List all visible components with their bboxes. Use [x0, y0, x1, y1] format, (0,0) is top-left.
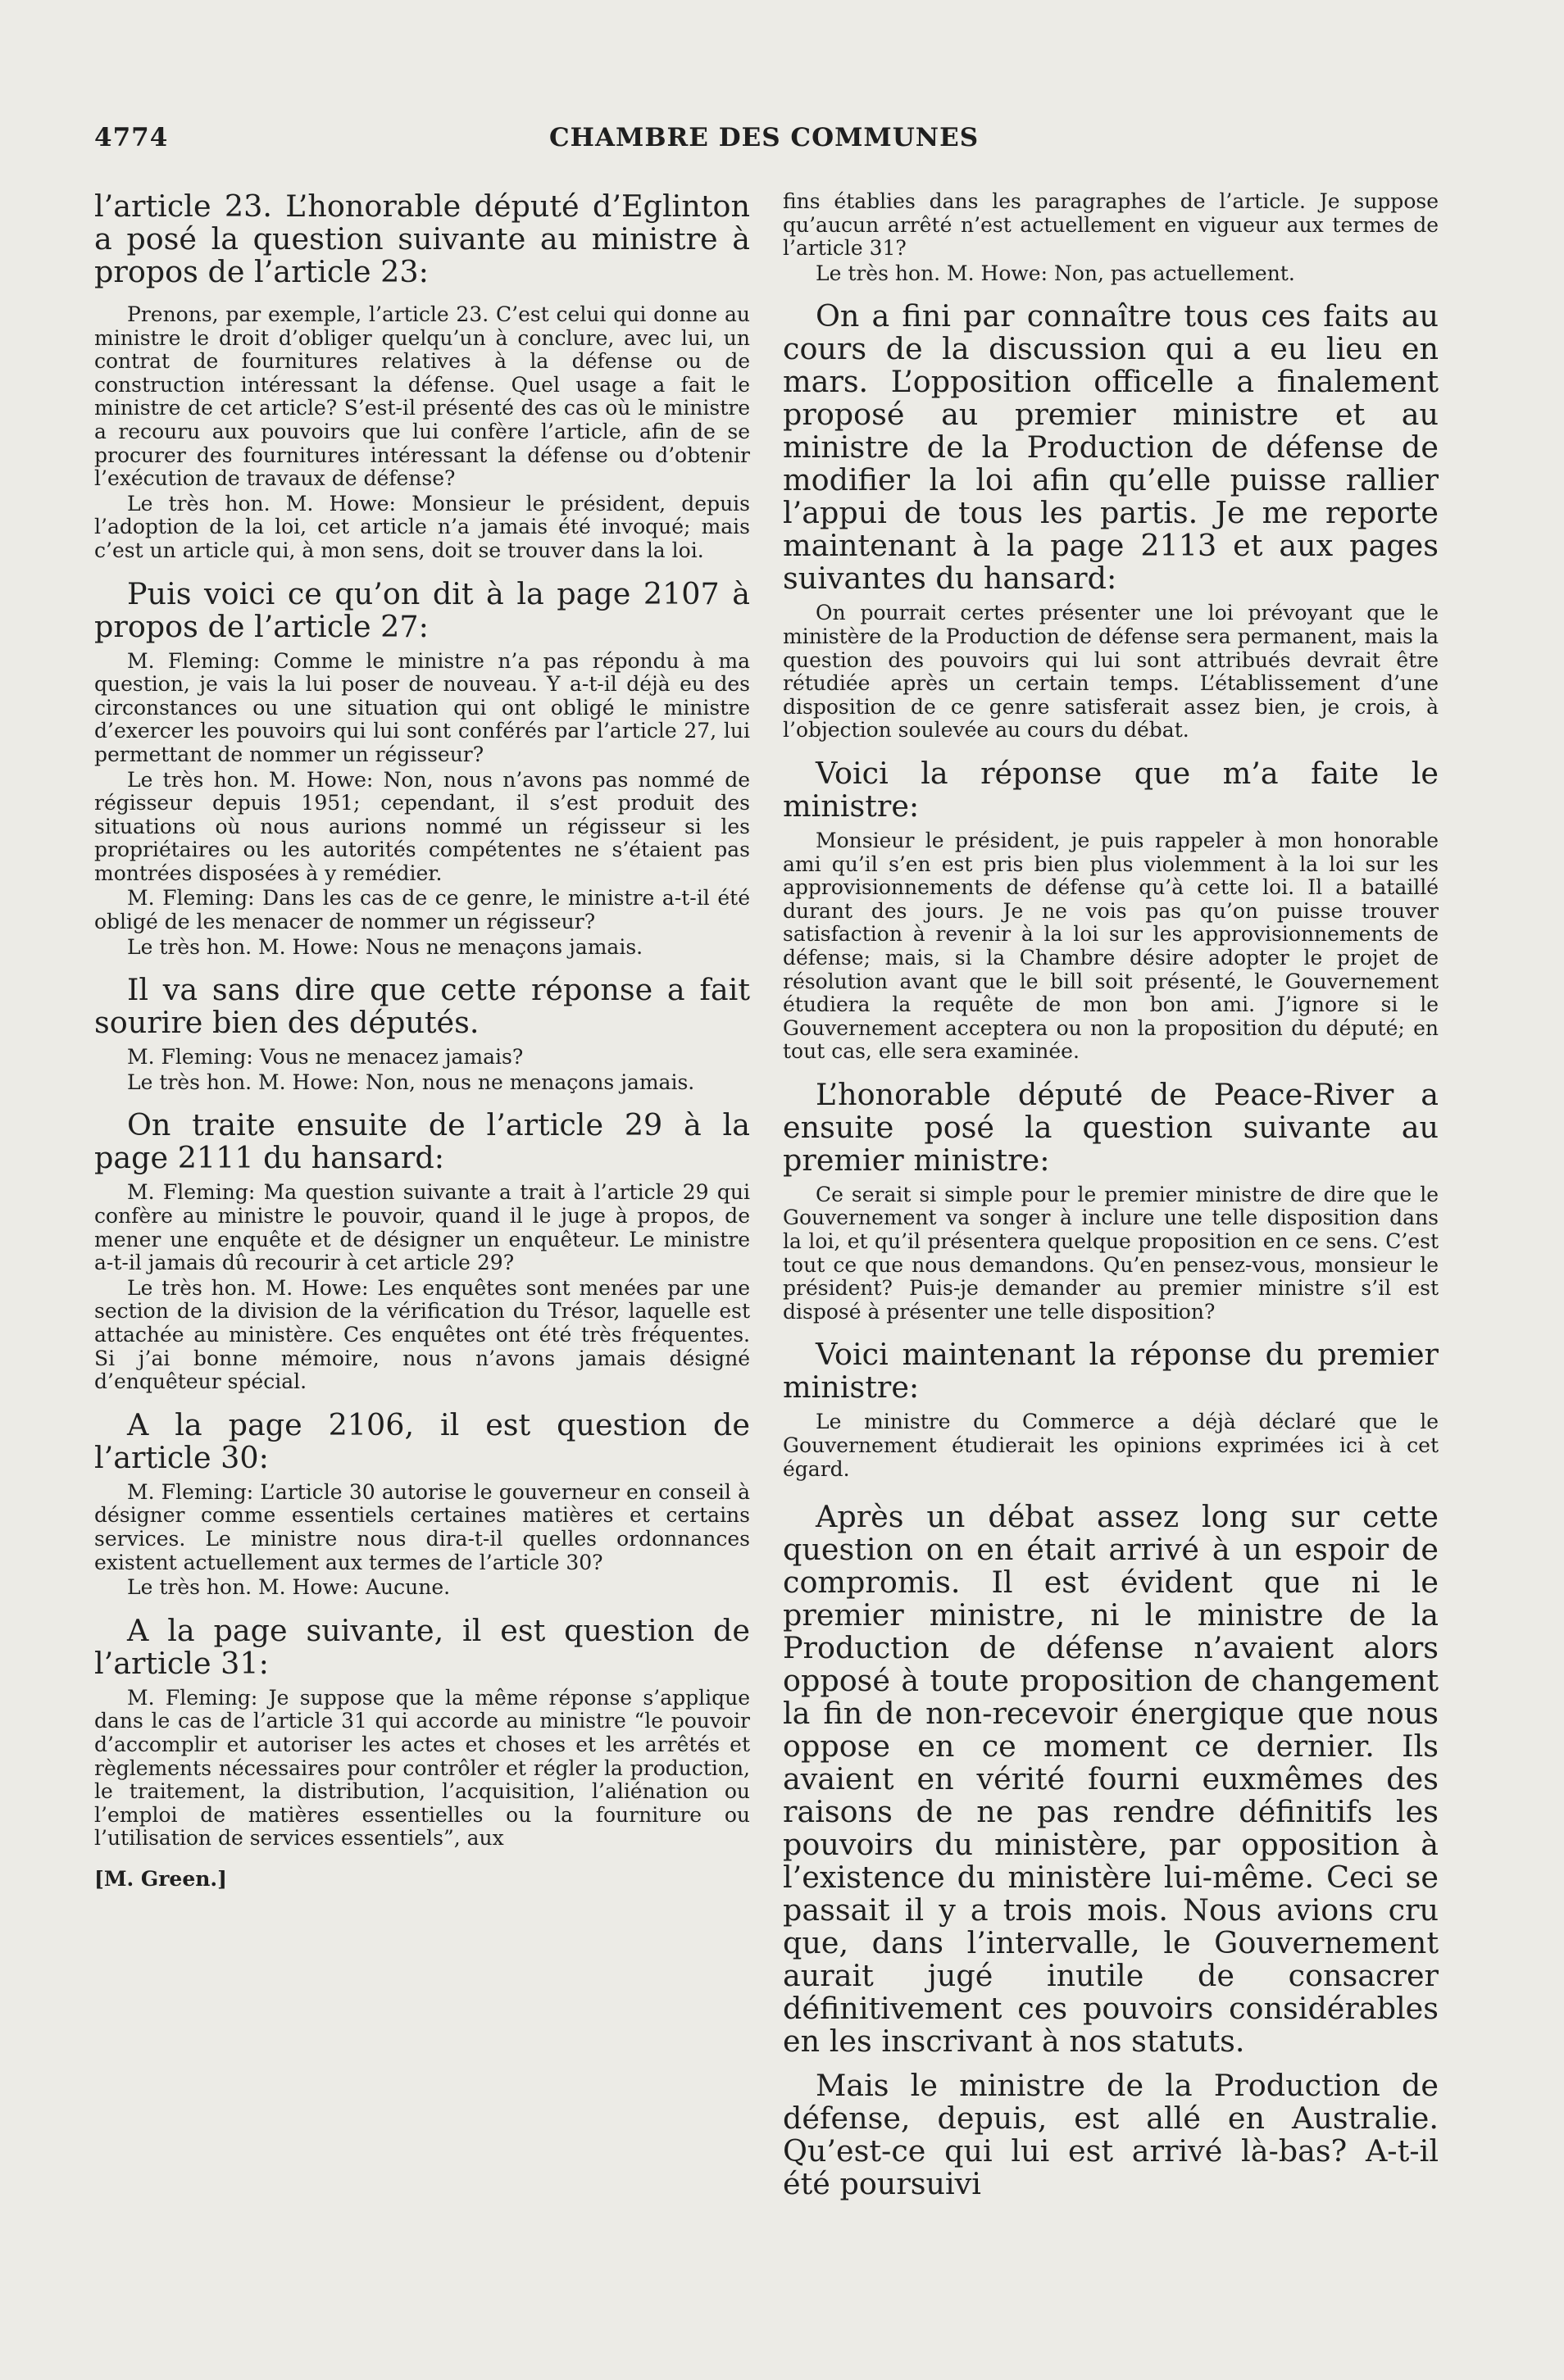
quoted-paragraph: Le très hon. M. Howe: Les enquêtes sont menées par une section de la division de la vérification du Trésor, laquelle est attachée au ministère. Ces enquêtes ont été très fréquentes. Si j’ai bonne mémoire, nous n’avons jamais désigné d’enquêteur spécial.: [94, 1275, 750, 1394]
paragraph: A la page suivante, il est question de l’article 31:: [94, 1612, 750, 1681]
quoted-paragraph: Le très hon. M. Howe: Non, nous ne menaçons jamais.: [127, 1070, 695, 1094]
quoted-paragraph: Le très hon. M. Howe: Non, pas actuellement.: [816, 261, 1295, 285]
quoted-paragraph: Le très hon. M. Howe: Nous ne menaçons jamais.: [127, 934, 643, 959]
left-column: [94, 190, 750, 1891]
paragraph: Voici maintenant la réponse du premier ministre:: [783, 1337, 1439, 1406]
paragraph: Voici la réponse que m’a faite le ministre:: [783, 755, 1439, 824]
running-title: CHAMBRE DES COMMUNES: [549, 123, 980, 152]
quoted-paragraph: On pourrait certes présenter une loi prévoyant que le ministère de la Production de défense sera permanent, mais la question des pouvoirs qui lui sont attribués devrait être rétudiée après un certain temps. L’établissement d’une disposition de ce genre satisferait assez bien, je crois, à l’objection soulevée au cours du débat.: [783, 601, 1439, 743]
speaker-footer: [M. Green.]: [94, 1866, 227, 1891]
quoted-paragraph: fins établies dans les paragraphes de l’article. Je suppose qu’aucun arrêté n’est actuellement en vigueur aux termes de l’article 31?: [783, 189, 1439, 261]
quoted-paragraph: Le ministre du Commerce a déjà déclaré que le Gouvernement étudierait les opinions exprimées ici à cet égard.: [783, 1410, 1439, 1481]
quoted-paragraph: M. Fleming: Comme le ministre n’a pas répondu à ma question, je vais la lui poser de nouveau. Y a-t-il déjà eu des circonstances ou une situation qui ont obligé le ministre d’exercer les pouvoirs qui lui sont conférés par l’article 27, lui permettant de nommer un régisseur?: [94, 648, 750, 766]
paragraph: On traite ensuite de l’article 29 à la page 2111 du hansard:: [94, 1107, 750, 1176]
quoted-paragraph: Ce serait si simple pour le premier ministre de dire que le Gouvernement va songer à inclure une telle disposition dans la loi, et qu’il présentera quelque proposition en ce sens. C’est tout ce que nous demandons. Qu’en pensez-vous, monsieur le président? Puis-je demander au premier ministre s’il est disposé à présenter une telle disposition?: [783, 1182, 1439, 1324]
page-number: 4774: [94, 123, 169, 152]
quoted-paragraph: M. Fleming: Je suppose que la même réponse s’applique dans le cas de l’article 31 qui accorde au ministre “le pouvoir d’accomplir et autoriser les actes et choses et les arrêtés et règlements nécessaires pour contrôler et régler la production, le traitement, la distribution, l’acquisition, l’aliénation ou l’emploi de matières essentielles ou la fourniture ou l’utilisation de services essentiels”, aux: [94, 1685, 750, 1851]
quoted-paragraph: M. Fleming: Dans les cas de ce genre, le ministre a-t-il été obligé de les menacer de nommer un régisseur?: [94, 886, 750, 934]
paragraph: A la page 2106, il est question de l’article 30:: [94, 1406, 750, 1475]
paragraph: On a fini par connaître tous ces faits au cours de la discussion qui a eu lieu en mars. L’opposition officelle a finalement proposé au premier ministre et au ministre de la Production de défense de modifier la loi afin qu’elle puisse rallier l’appui de tous les partis. Je me reporte maintenant à la page 2113 et aux pages suivantes du hansard:: [783, 298, 1439, 597]
right-column: [783, 190, 1439, 2207]
page-header: [94, 123, 990, 164]
quoted-paragraph: Le très hon. M. Howe: Non, nous n’avons pas nommé de régisseur depuis 1951; cependant, il s’est produit des situations où nous aurions nommé un régisseur si les propriétaires ou les autorités compétentes ne s’étaient pas montrées disposées à y remédier.: [94, 767, 750, 885]
paragraph: Mais le ministre de la Production de défense, depuis, est allé en Australie. Qu’est-ce qui lui est arrivé là-bas? A-t-il été poursuivi: [783, 2068, 1439, 2202]
paragraph: Après un débat assez long sur cette question on en était arrivé à un espoir de compromis. Il est évident que ni le premier ministre, ni le ministre de la Production de défense n’avaient alors opposé à toute proposition de changement la fin de non-recevoir énergique que nous oppose en ce moment ce dernier. Ils avaient en vérité fourni euxmêmes des raisons de ne pas rendre définitifs les pouvoirs du ministère, par opposition à l’existence du ministère lui-même. Ceci se passait il y a trois mois. Nous avions cru que, dans l’intervalle, le Gouvernement aurait jugé inutile de consacrer définitivement ces pouvoirs considérables en les inscrivant à nos statuts.: [783, 1499, 1439, 2060]
quoted-paragraph: M. Fleming: Vous ne menacez jamais?: [127, 1045, 524, 1070]
quoted-paragraph: M. Fleming: Ma question suivante a trait à l’article 29 qui confère au ministre le pouvoir, quand il le juge à propos, de mener une enquête et de désigner un enquêteur. Le ministre a-t-il jamais dû recourir à cet article 29?: [94, 1180, 750, 1275]
quoted-paragraph: M. Fleming: L’article 30 autorise le gouverneur en conseil à désigner comme essentiels certaines matières et certains services. Le ministre nous dira-t-il quelles ordonnances existent actuellement aux termes de l’article 30?: [94, 1479, 750, 1574]
paragraph: l’article 23. L’honorable député d’Eglinton a posé la question suivante au ministre à propos de l’article 23:: [94, 188, 750, 289]
quoted-paragraph: Le très hon. M. Howe: Monsieur le président, depuis l’adoption de la loi, cet article n’a jamais été invoqué; mais c’est un article qui, à mon sens, doit se trouver dans la loi.: [94, 491, 750, 562]
paragraph: Puis voici ce qu’on dit à la page 2107 à propos de l’article 27:: [94, 575, 750, 644]
quoted-paragraph: Prenons, par exemple, l’article 23. C’est celui qui donne au ministre le droit d’obliger quelqu’un à conclure, avec lui, un contrat de fournitures relatives à la défense ou de construction intéressant la défense. Quel usage a fait le ministre de cet article? S’est-il présenté des cas où le ministre a recouru aux pouvoirs que lui confère l’article, afin de se procurer des fournitures intéressant la défense ou d’obtenir l’exécution de travaux de défense?: [94, 302, 750, 491]
quoted-paragraph: Le très hon. M. Howe: Aucune.: [127, 1575, 451, 1600]
paragraph: Il va sans dire que cette réponse a fait sourire bien des députés.: [94, 972, 750, 1041]
quoted-paragraph: Monsieur le président, je puis rappeler à mon honorable ami qu’il s’en est pris bien plus violemment à la loi sur les approvisionnements de défense qu’à cette loi. Il a bataillé durant des jours. Je ne vois pas qu’on puisse trouver satisfaction à revenir à la loi sur les approvisionnements de défense; mais, si la Chambre désire adopter le projet de résolution avant que le bill soit présenté, le Gouvernement étudiera la requête de mon bon ami. J’ignore si le Gouvernement acceptera ou non la proposition du député; en tout cas, elle sera examinée.: [783, 828, 1439, 1064]
paragraph: L’honorable député de Peace-River a ensuite posé la question suivante au premier ministre:: [783, 1076, 1439, 1178]
